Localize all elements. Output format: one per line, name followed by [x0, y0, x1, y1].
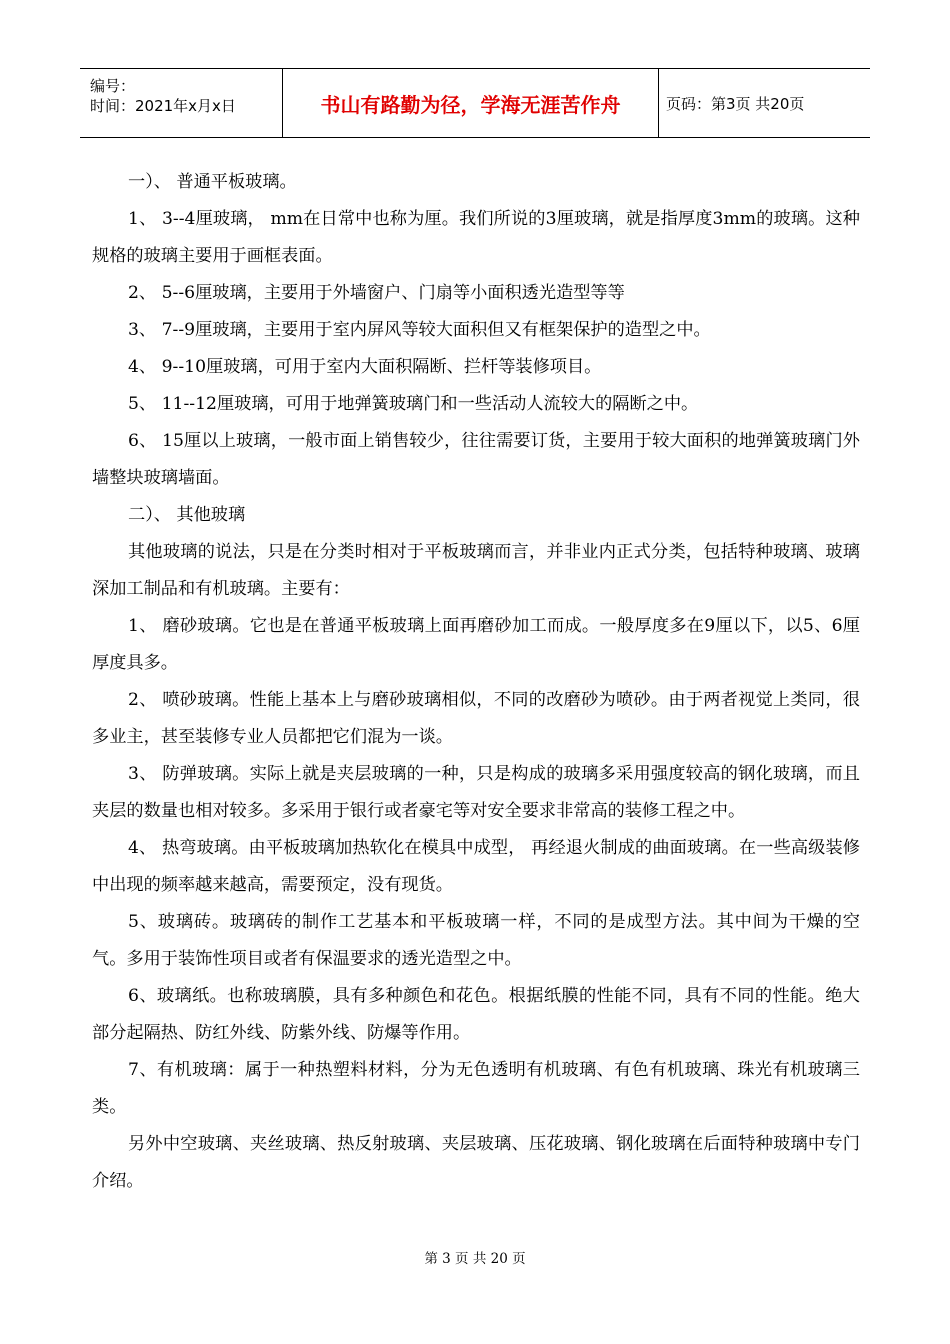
- page-header: [80, 68, 870, 138]
- document-body: [92, 164, 860, 1200]
- paragraph: 4、 9--10厘玻璃，可用于室内大面积隔断、拦杆等装修项目。: [128, 357, 602, 377]
- paragraph: 6、玻璃纸。也称玻璃膜，具有多种颜色和花色。根据纸膜的性能不同，具有不同的性能。绝大部分起隔热、防红外线、防紫外线、防爆等作用。: [92, 986, 860, 1043]
- paragraph: 3、 7--9厘玻璃，主要用于室内屏风等较大面积但又有框架保护的造型之中。: [128, 320, 711, 340]
- header-motto: 书山有路勤为径，学海无涯苦作舟: [320, 92, 621, 117]
- paragraph: 7、有机玻璃：属于一种热塑料材料，分为无色透明有机玻璃、有色有机玻璃、珠光有机玻璃三类。: [92, 1060, 860, 1117]
- document-date-label: 时间：2021年x月x日: [90, 97, 236, 115]
- paragraph: 另外中空玻璃、夹丝玻璃、热反射玻璃、夹层玻璃、压花玻璃、钢化玻璃在后面特种玻璃中专门介绍。: [92, 1134, 860, 1191]
- paragraph: 1、 3--4厘玻璃， mm在日常中也称为厘。我们所说的3厘玻璃，就是指厚度3mm的玻璃。这种规格的玻璃主要用于画框表面。: [92, 209, 860, 266]
- page-footer: 第 3 页 共 20 页: [424, 1251, 526, 1267]
- paragraph: 6、 15厘以上玻璃，一般市面上销售较少，往往需要订货，主要用于较大面积的地弹簧玻璃门外墙整块玻璃墙面。: [92, 431, 860, 488]
- paragraph: 5、 11--12厘玻璃，可用于地弹簧玻璃门和一些活动人流较大的隔断之中。: [128, 394, 699, 414]
- section-heading-1: 一）、 普通平板玻璃。: [128, 172, 297, 192]
- paragraph: 3、 防弹玻璃。实际上就是夹层玻璃的一种，只是构成的玻璃多采用强度较高的钢化玻璃，而且夹层的数量也相对较多。多采用于银行或者豪宅等对安全要求非常高的装修工程之中。: [92, 764, 860, 821]
- paragraph: 2、 5--6厘玻璃，主要用于外墙窗户、门扇等小面积透光造型等等: [128, 283, 625, 303]
- header-meta: [80, 69, 283, 137]
- document-number-label: 编号：: [90, 77, 136, 95]
- paragraph: 4、 热弯玻璃。由平板玻璃加热软化在模具中成型， 再经退火制成的曲面玻璃。在一些高级装修中出现的频率越来越高，需要预定，没有现货。: [92, 838, 860, 895]
- paragraph: 1、 磨砂玻璃。它也是在普通平板玻璃上面再磨砂加工而成。一般厚度多在9厘以下，以5、6厘厚度具多。: [92, 616, 860, 673]
- paragraph: 其他玻璃的说法，只是在分类时相对于平板玻璃而言，并非业内正式分类，包括特种玻璃、玻璃深加工制品和有机玻璃。主要有：: [92, 542, 860, 599]
- header-motto-cell: [283, 69, 659, 137]
- paragraph: 2、 喷砂玻璃。性能上基本上与磨砂玻璃相似，不同的改磨砂为喷砂。由于两者视觉上类同，很多业主，甚至装修专业人员都把它们混为一谈。: [92, 690, 860, 747]
- header-page-label: 页码：第3页 共20页: [666, 94, 805, 113]
- header-page-cell: [659, 69, 870, 137]
- paragraph: 5、玻璃砖。玻璃砖的制作工艺基本和平板玻璃一样，不同的是成型方法。其中间为干燥的空气。多用于装饰性项目或者有保温要求的透光造型之中。: [92, 912, 860, 969]
- section-heading-2: 二）、 其他玻璃: [128, 505, 246, 525]
